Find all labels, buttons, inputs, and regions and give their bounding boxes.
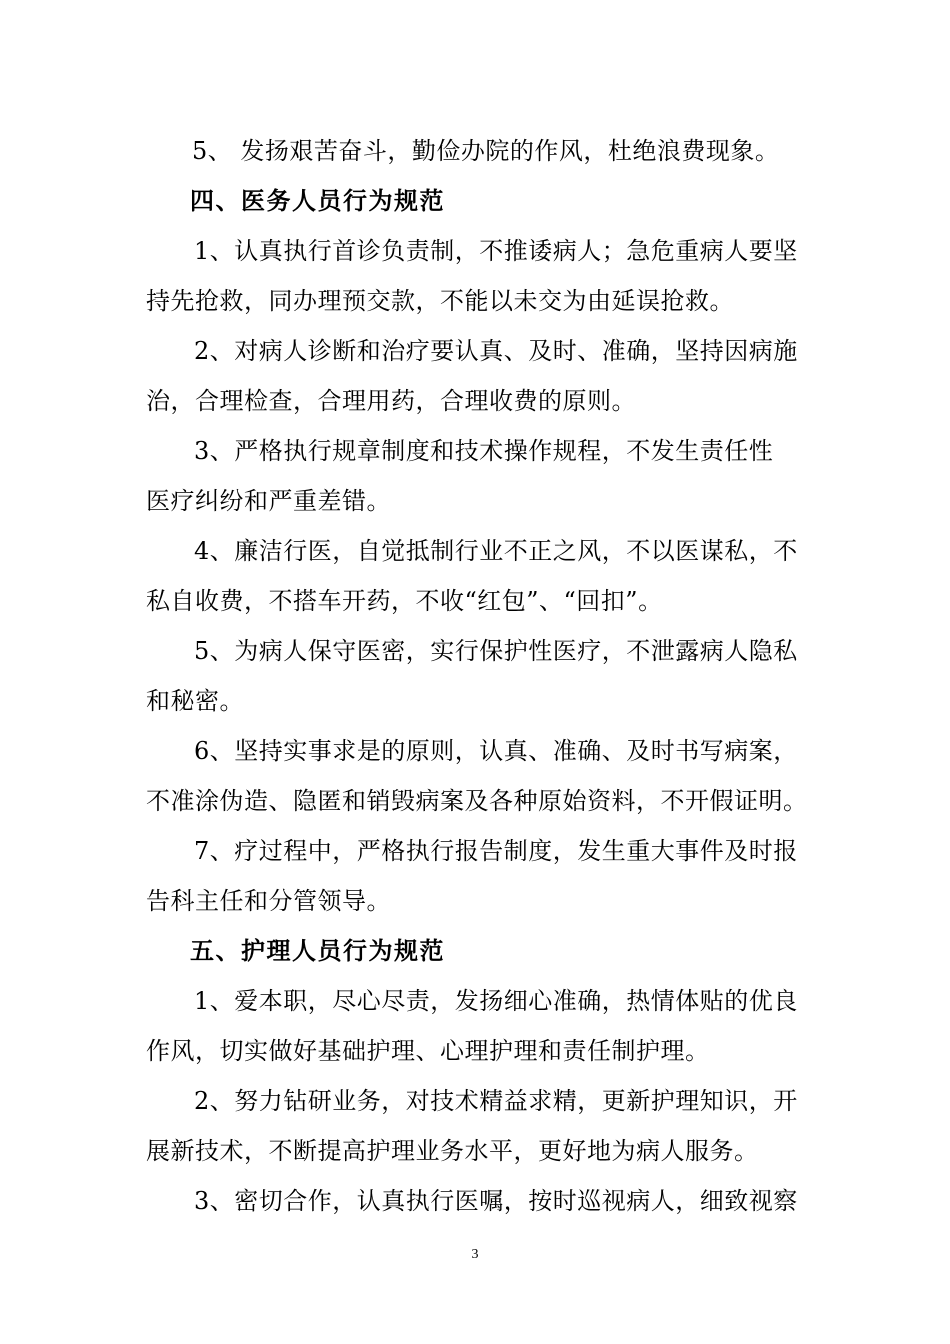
- paragraph-line: 1、认真执行首诊负责制，不推诿病人；急危重病人要坚: [194, 237, 798, 265]
- paragraph-line: 私自收费，不搭车开药，不收“红包”、“回扣”。: [146, 587, 663, 615]
- section-heading: 五、护理人员行为规范: [190, 936, 445, 965]
- paragraph-line: 告科主任和分管领导。: [146, 887, 391, 915]
- paragraph-line: 持先抢救，同办理预交款，不能以未交为由延误抢救。: [146, 287, 734, 315]
- paragraph-line: 和秘密。: [146, 687, 244, 715]
- paragraph-line: 治，合理检查，合理用药，合理收费的原则。: [146, 387, 636, 415]
- paragraph-line: 2、努力钻研业务，对技术精益求精，更新护理知识，开: [194, 1087, 798, 1115]
- paragraph-line: 作风，切实做好基础护理、心理护理和责任制护理。: [146, 1037, 710, 1065]
- paragraph-line: 1、爱本职，尽心尽责，发扬细心准确，热情体贴的优良: [194, 987, 798, 1015]
- document-body: [146, 126, 808, 1226]
- paragraph-line: 4、廉洁行医，自觉抵制行业不正之风，不以医谋私，不: [194, 537, 798, 565]
- paragraph-line: 5、为病人保守医密，实行保护性医疗，不泄露病人隐私: [194, 637, 798, 665]
- page-number: 3: [471, 1247, 479, 1262]
- paragraph-line: 不准涂伪造、隐匿和销毁病案及各种原始资料，不开假证明。: [146, 787, 808, 815]
- paragraph-line: 7、疗过程中，严格执行报告制度，发生重大事件及时报: [194, 837, 798, 865]
- paragraph-line: 6、坚持实事求是的原则，认真、准确、及时书写病案，: [194, 737, 798, 765]
- section-heading: 四、医务人员行为规范: [190, 186, 445, 215]
- paragraph-line: 5、 发扬艰苦奋斗，勤俭办院的作风，杜绝浪费现象。: [192, 137, 780, 165]
- paragraph-line: 3、密切合作，认真执行医嘱，按时巡视病人，细致视察: [194, 1187, 798, 1215]
- paragraph-line: 医疗纠纷和严重差错。: [146, 487, 391, 515]
- paragraph-line: 3、严格执行规章制度和技术操作规程，不发生责任性: [194, 437, 774, 465]
- paragraph-line: 展新技术，不断提高护理业务水平，更好地为病人服务。: [146, 1137, 759, 1165]
- paragraph-line: 2、对病人诊断和治疗要认真、及时、准确，坚持因病施: [194, 337, 798, 365]
